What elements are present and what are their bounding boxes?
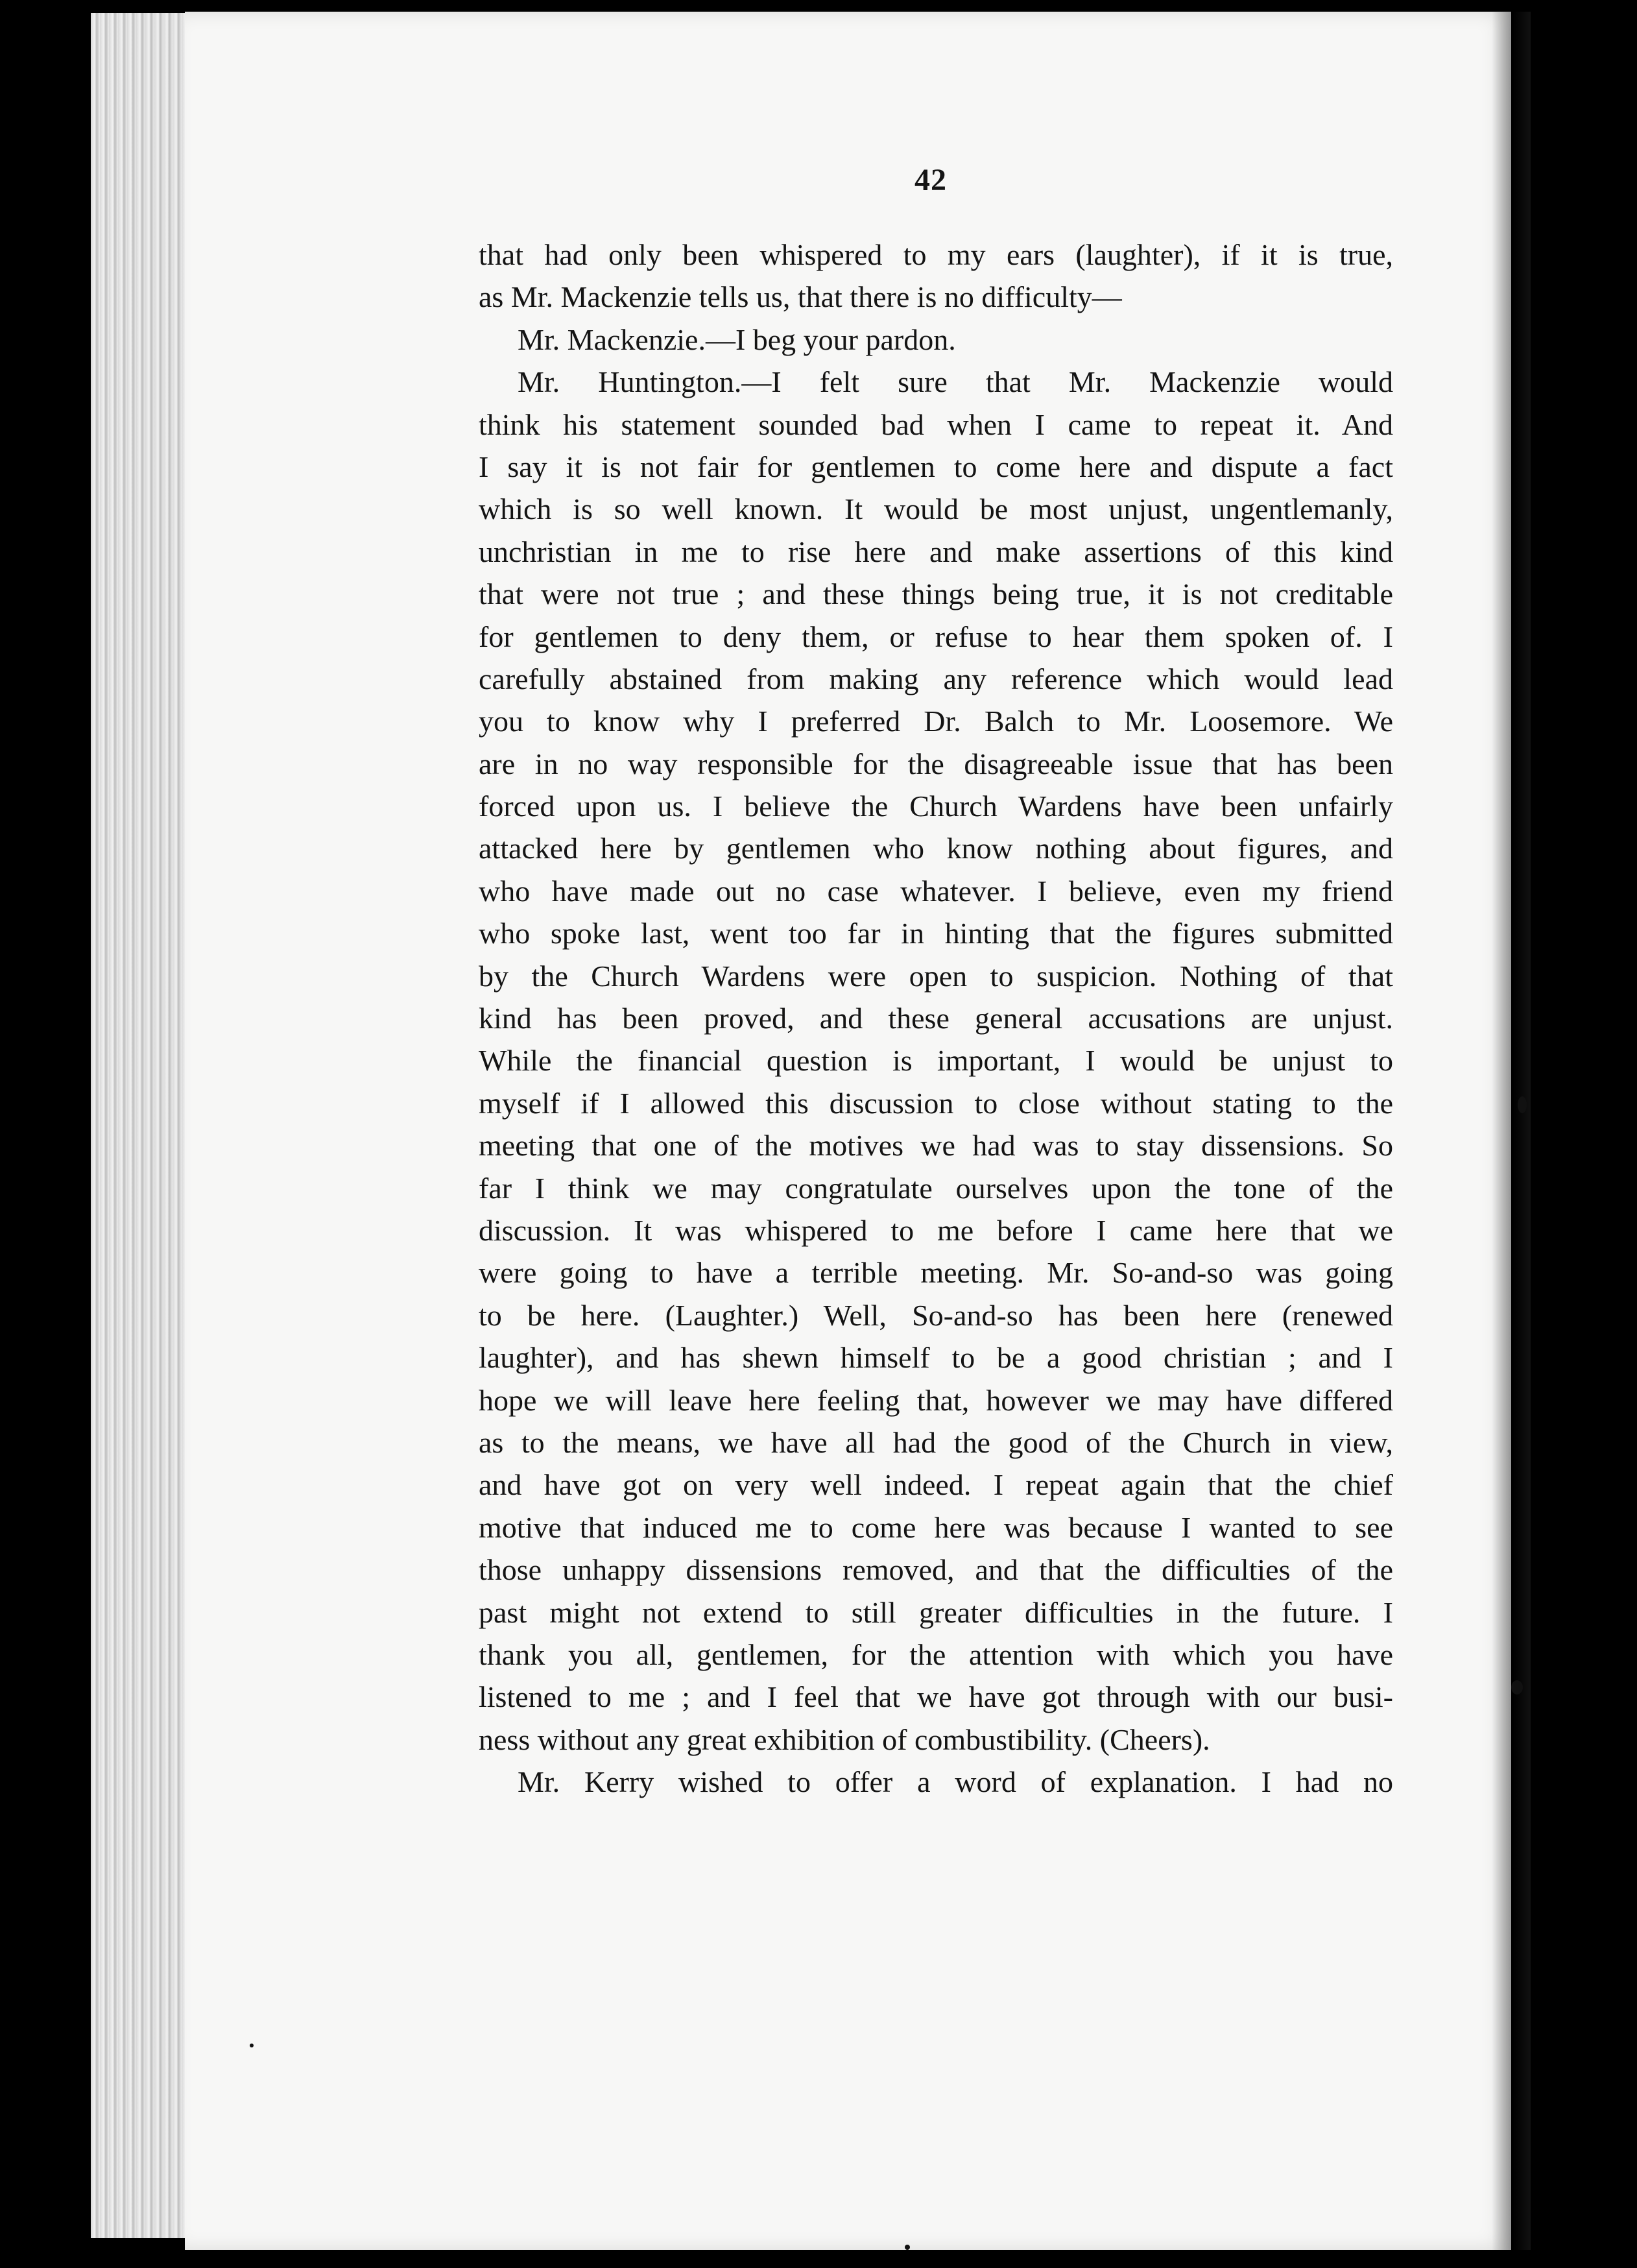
text-line: those unhappy dissensions removed, and that the difficulties of the bbox=[479, 1553, 1393, 1587]
scan-speck bbox=[250, 2044, 254, 2047]
text-line: as Mr. Mackenzie tells us, that there is no difficulty— bbox=[479, 280, 1122, 314]
text-line: I say it is not fair for gentlemen to come here and dispute a fact bbox=[479, 450, 1393, 483]
text-line: are in no way responsible for the disagreeable issue that has been bbox=[479, 747, 1393, 780]
text-line: myself if I allowed this discussion to close without stating to the bbox=[479, 1086, 1393, 1120]
text-line: forced upon us. I believe the Church Wardens have been unfairly bbox=[479, 790, 1393, 823]
text-line: for gentlemen to deny them, or refuse to hear them spoken of. I bbox=[479, 620, 1393, 653]
text-line: laughter), and has shewn himself to be a good christian ; and I bbox=[479, 1341, 1393, 1375]
text-line: While the financial question is important, I would be unjust to bbox=[479, 1044, 1393, 1078]
text-line: listened to me ; and I feel that we have got through with our busi- bbox=[479, 1680, 1393, 1714]
text-line: who spoke last, went too far in hinting that the figures submitted bbox=[479, 917, 1393, 950]
text-line: motive that induced me to come here was because I wanted to see bbox=[479, 1510, 1393, 1544]
text-line: as to the means, we have all had the good of the Church in view, bbox=[479, 1425, 1393, 1459]
text-line: that had only been whispered to my ears (laughter), if it is true, bbox=[479, 238, 1393, 271]
text-line: past might not extend to still greater difficulties in the future. I bbox=[479, 1595, 1393, 1629]
speaker-line-kerry: Mr. Kerry wished to offer a word of explanation. I had no bbox=[518, 1765, 1393, 1799]
speaker-line-huntington: Mr. Huntington.—I felt sure that Mr. Mackenzie would bbox=[518, 365, 1393, 399]
text-line: to be here. (Laughter.) Well, So-and-so has been here (renewed bbox=[479, 1298, 1393, 1332]
text-line: carefully abstained from making any reference which would lead bbox=[479, 662, 1393, 695]
text-line: meeting that one of the motives we had was to stay dissensions. So bbox=[479, 1129, 1393, 1163]
scan-speck bbox=[905, 2245, 910, 2250]
body-text bbox=[479, 234, 1393, 1803]
text-line: who have made out no case whatever. I believe, even my friend bbox=[479, 874, 1393, 908]
text-line: were going to have a terrible meeting. Mr. So-and-so was going bbox=[479, 1256, 1393, 1290]
text-line: attacked here by gentlemen who know nothing about figures, and bbox=[479, 832, 1393, 865]
text-line: think his statement sounded bad when I came to repeat it. And bbox=[479, 407, 1393, 441]
text-line: that were not true ; and these things being true, it is not creditable bbox=[479, 577, 1393, 611]
text-line: discussion. It was whispered to me before I came here that we bbox=[479, 1213, 1393, 1247]
text-line: by the Church Wardens were open to suspicion. Nothing of that bbox=[479, 959, 1393, 993]
text-line: which is so well known. It would be most unjust, ungentlemanly, bbox=[479, 492, 1393, 526]
scan-speck bbox=[1511, 1680, 1523, 1695]
text-line: and have got on very well indeed. I repeat again that the chief bbox=[479, 1468, 1393, 1502]
page-gutter-shadow bbox=[1492, 12, 1531, 2250]
text-line: ness without any great exhibition of combustibility. (Cheers). bbox=[479, 1722, 1210, 1756]
text-line: you to know why I preferred Dr. Balch to Mr. Loosemore. We bbox=[479, 705, 1393, 738]
text-line: hope we will leave here feeling that, however we may have differed bbox=[479, 1383, 1393, 1417]
scan-speck bbox=[1518, 1096, 1527, 1113]
text-line: unchristian in me to rise here and make assertions of this kind bbox=[479, 535, 1393, 568]
page-stack-edge bbox=[91, 13, 195, 2238]
text-line: far I think we may congratulate ourselves upon the tone of the bbox=[479, 1171, 1393, 1205]
text-line: kind has been proved, and these general accusations are unjust. bbox=[479, 1002, 1393, 1035]
page-number: 42 bbox=[914, 163, 947, 197]
speaker-line-mackenzie: Mr. Mackenzie.—I beg your pardon. bbox=[518, 322, 956, 356]
text-line: thank you all, gentlemen, for the attention with which you have bbox=[479, 1637, 1393, 1671]
